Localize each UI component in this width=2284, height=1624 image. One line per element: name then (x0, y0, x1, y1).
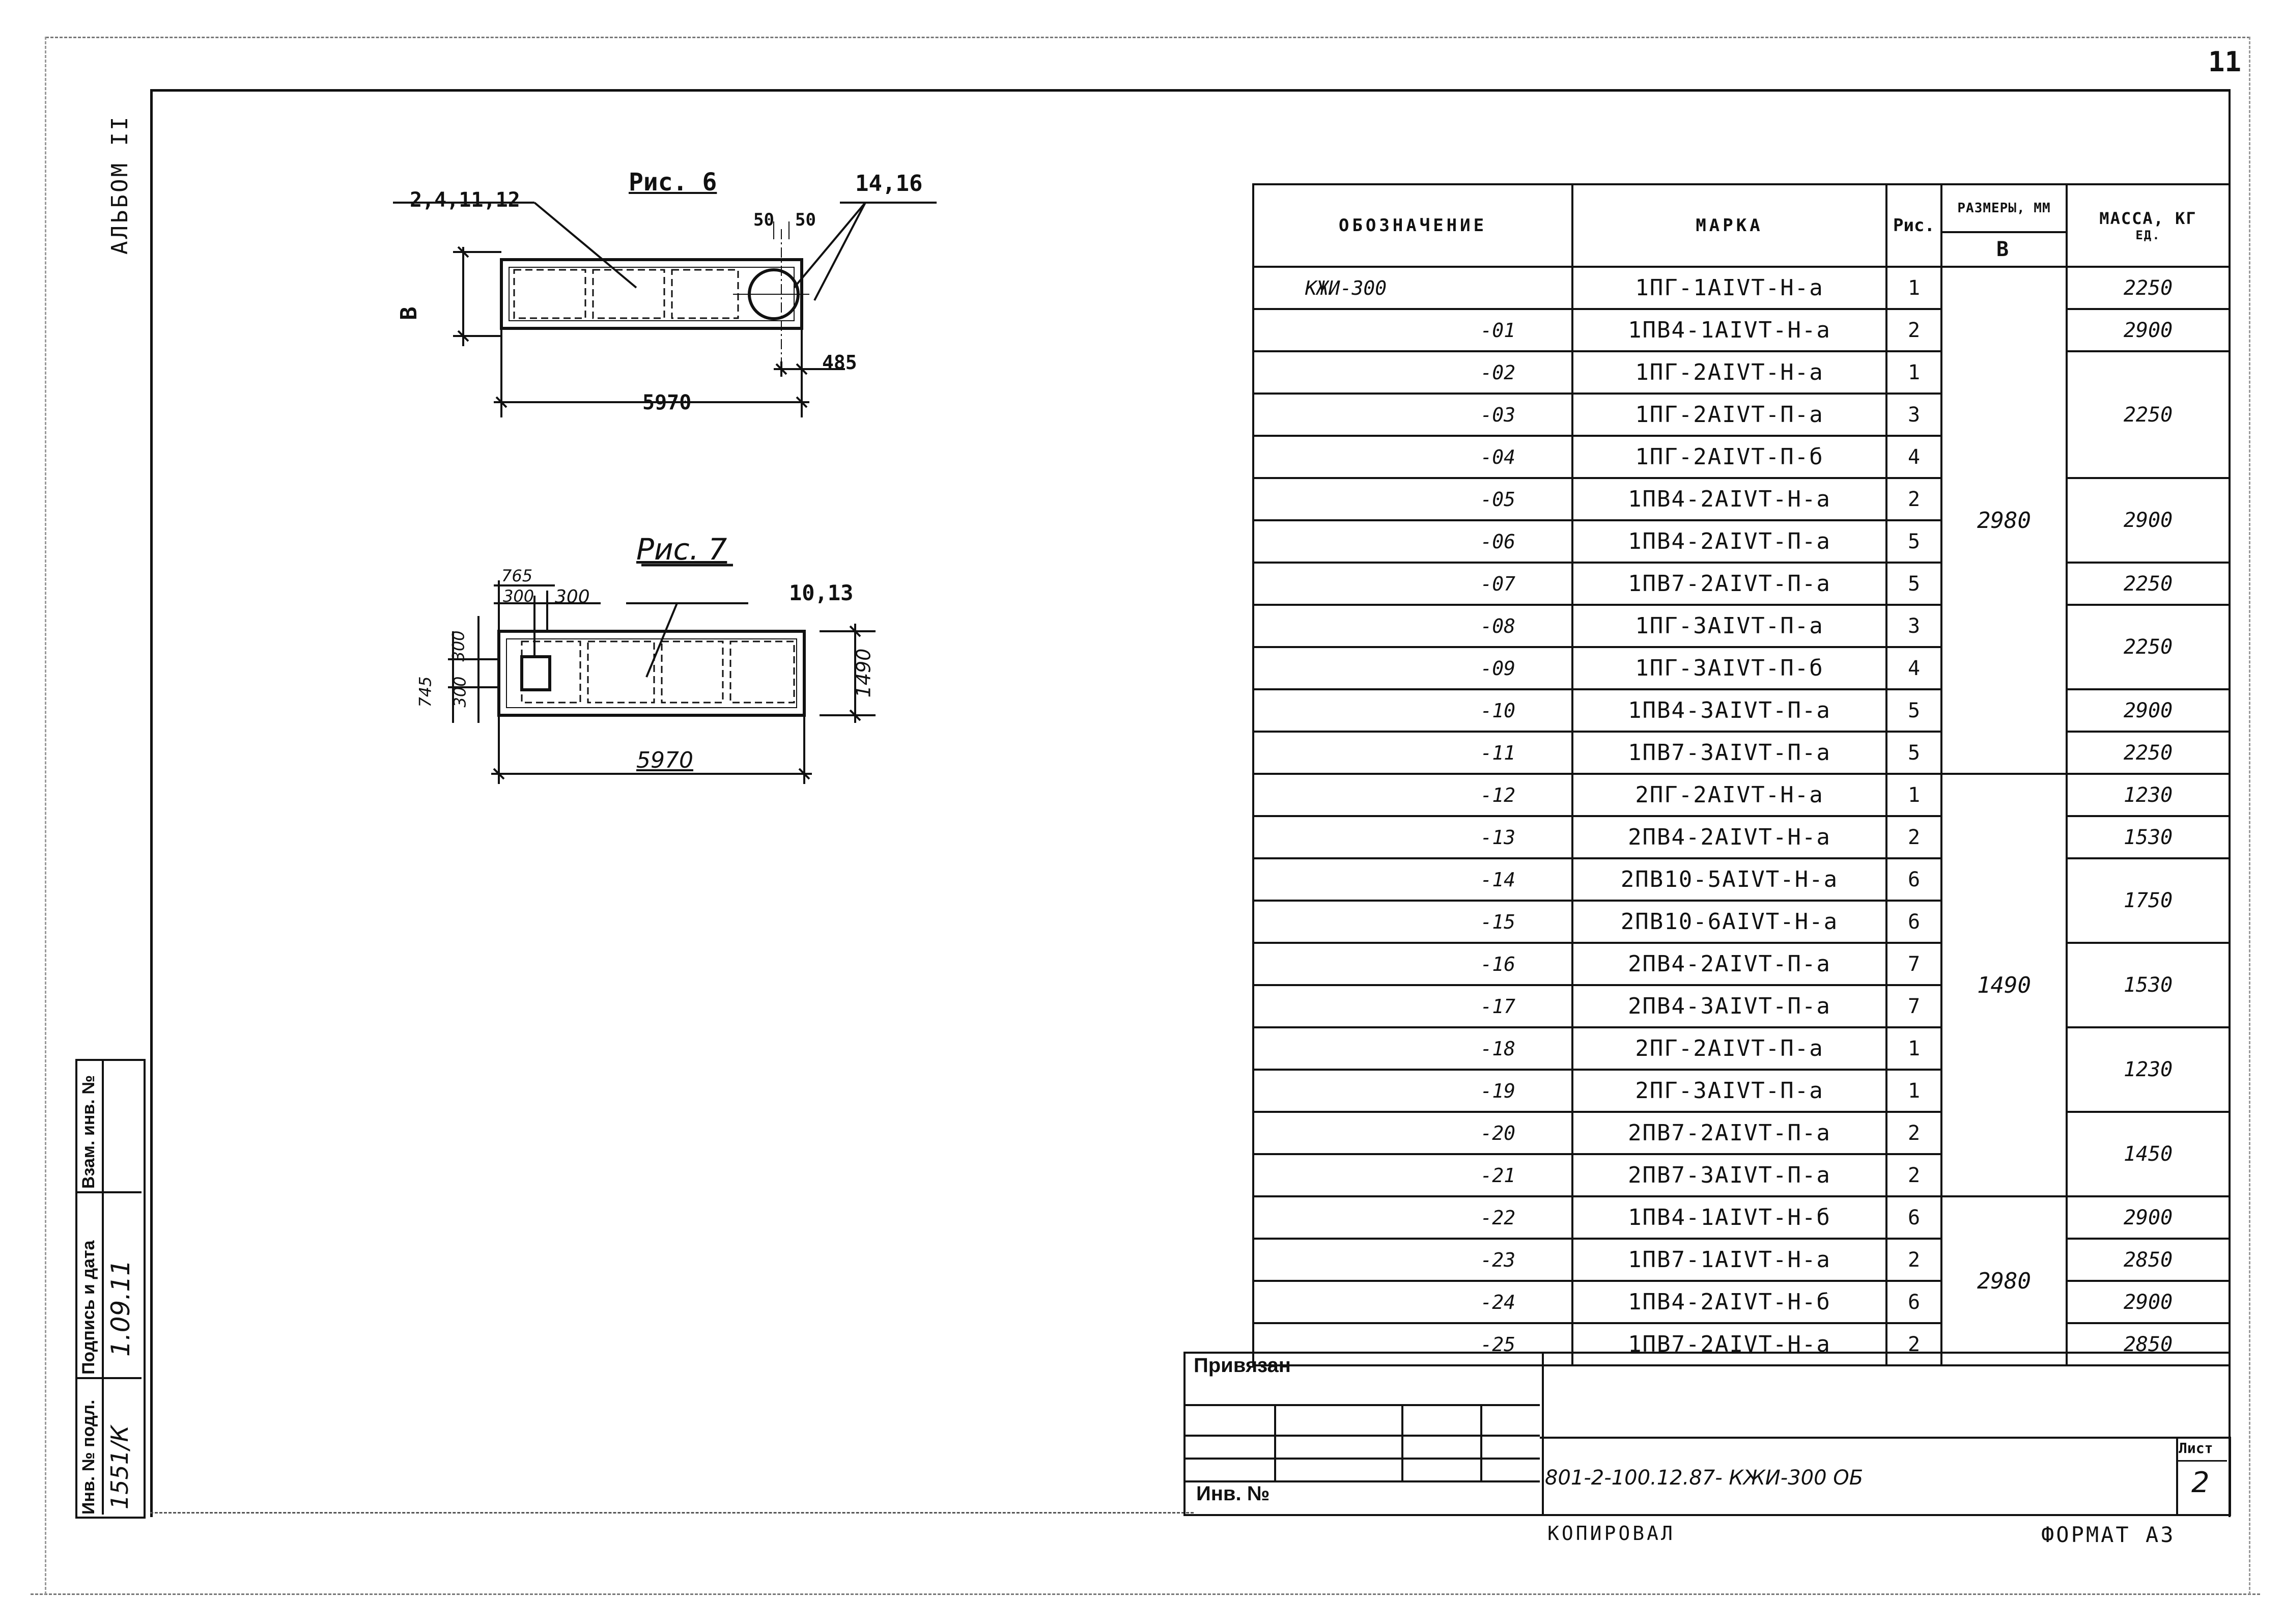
fig-cell: 6 (1886, 901, 1941, 943)
table-row (1253, 689, 2230, 732)
mark-cell: 1ПГ-1АIVТ-Н-а (1572, 267, 1886, 309)
mass-cell: 2900 (2067, 689, 2230, 732)
designation-cell: -20 (1253, 1112, 1572, 1154)
fig-cell: 4 (1886, 436, 1941, 478)
fig-cell: 1 (1886, 774, 1941, 816)
fig-cell: 5 (1886, 689, 1941, 732)
table-row (1253, 351, 2230, 394)
header-fig: Рис. (1886, 184, 1941, 267)
header-mass-sub: ЕД. (2135, 228, 2161, 242)
outer-dashed-top (46, 37, 2250, 38)
mass-cell: 2900 (2067, 1196, 2230, 1239)
mark-cell: 2ПВ4-3АIVТ-П-а (1572, 985, 1886, 1027)
mass-cell: 2850 (2067, 1239, 2230, 1281)
fig-cell: 2 (1886, 1112, 1941, 1154)
fig6-plan-drawing (387, 193, 947, 438)
mark-cell: 1ПВ4-1АIVТ-Н-б (1572, 1196, 1886, 1239)
size-b-cell: 2980 (1941, 1196, 2067, 1365)
fig7-dim-1490: 1490 (852, 648, 875, 698)
mass-cell: 1230 (2067, 774, 2230, 816)
fig6-dim-top2: 50 (795, 210, 816, 230)
table-row (1253, 605, 2230, 647)
fig-cell: 6 (1886, 858, 1941, 901)
mass-cell: 1530 (2067, 943, 2230, 1027)
fig-cell: 4 (1886, 647, 1941, 689)
designation-cell: -10 (1253, 689, 1572, 732)
mark-cell: 1ПВ4-2АIVТ-Н-б (1572, 1281, 1886, 1323)
mark-cell: 1ПВ4-2АIVТ-П-а (1572, 520, 1886, 563)
designation-cell: -11 (1253, 732, 1572, 774)
side-stamp-row1 (75, 1191, 142, 1193)
mass-cell: 2850 (2067, 1323, 2230, 1365)
document-code: 801-2-100.12.87- КЖИ-300 ОБ (1545, 1466, 1864, 1490)
outer-dashed-right (2249, 37, 2250, 1594)
fig-cell: 1 (1886, 351, 1941, 394)
mass-cell: 1530 (2067, 816, 2230, 858)
fig-cell: 2 (1886, 1154, 1941, 1196)
fig6-title: Рис. 6 (629, 168, 717, 197)
side-stamp-row2 (75, 1377, 142, 1379)
header-sizes-b: В (1941, 232, 2067, 267)
fig6-callout-left: 2,4,11,12 (410, 188, 520, 212)
mark-cell: 2ПВ10-5АIVТ-Н-а (1572, 858, 1886, 901)
mass-cell: 2250 (2067, 732, 2230, 774)
fig7-dim-300a: 300 (503, 586, 534, 606)
mark-cell: 1ПВ7-3АIVТ-П-а (1572, 732, 1886, 774)
fig7-plan-drawing (407, 555, 886, 794)
fig-cell: 2 (1886, 816, 1941, 858)
size-b-cell: 1490 (1941, 774, 2067, 1196)
table-row (1253, 858, 2230, 901)
fig-cell: 2 (1886, 309, 1941, 351)
fig-cell: 1 (1886, 1027, 1941, 1070)
specification-table (1252, 183, 2231, 1366)
fig-cell: 7 (1886, 943, 1941, 985)
fig6-callout-right: 14,16 (855, 171, 923, 197)
mark-cell: 1ПВ4-1АIVТ-Н-а (1572, 309, 1886, 351)
fig-cell: 2 (1886, 1323, 1941, 1365)
side-vzam-inv: Взам. инв. № (79, 1075, 98, 1189)
designation-cell: -08 (1253, 605, 1572, 647)
fig-cell: 1 (1886, 267, 1941, 309)
designation-cell: -06 (1253, 520, 1572, 563)
mark-cell: 2ПГ-2АIVТ-Н-а (1572, 774, 1886, 816)
designation-cell: -22 (1253, 1196, 1572, 1239)
designation-cell: -13 (1253, 816, 1572, 858)
mark-cell: 1ПГ-2АIVТ-П-б (1572, 436, 1886, 478)
fig6-dim-485: 485 (822, 351, 857, 374)
designation-cell: -03 (1253, 394, 1572, 436)
table-row (1253, 943, 2230, 985)
designation-cell: -14 (1253, 858, 1572, 901)
mark-cell: 2ПВ7-3АIVТ-П-а (1572, 1154, 1886, 1196)
outer-dashed-bottom (31, 1593, 2260, 1595)
table-row (1253, 816, 2230, 858)
fig7-dim-300c: 300 (448, 630, 468, 662)
mass-cell: 2250 (2067, 267, 2230, 309)
designation-cell: -19 (1253, 1070, 1572, 1112)
mass-cell: 2250 (2067, 351, 2230, 478)
designation-cell: -18 (1253, 1027, 1572, 1070)
fig6-dim-top: 50 (753, 210, 774, 230)
fig-cell: 6 (1886, 1196, 1941, 1239)
table-row (1253, 1112, 2230, 1154)
fig-cell: 7 (1886, 985, 1941, 1027)
fig7-dim-300d: 300 (450, 676, 470, 708)
header-mark: МАРКА (1572, 184, 1886, 267)
mark-cell: 2ПВ4-2АIVТ-П-а (1572, 943, 1886, 985)
mark-cell: 1ПВ4-2АIVТ-Н-а (1572, 478, 1886, 520)
mark-cell: 1ПГ-2АIVТ-П-а (1572, 394, 1886, 436)
fig-cell: 3 (1886, 394, 1941, 436)
mark-cell: 1ПГ-3АIVТ-П-а (1572, 605, 1886, 647)
designation-cell: -24 (1253, 1281, 1572, 1323)
mark-cell: 2ПВ10-6АIVТ-Н-а (1572, 901, 1886, 943)
sheet-number: 2 (2191, 1466, 2210, 1499)
mark-cell: 1ПГ-2АIVТ-Н-а (1572, 351, 1886, 394)
mark-cell: 2ПВ7-2АIVТ-П-а (1572, 1112, 1886, 1154)
mass-cell: 1750 (2067, 858, 2230, 943)
mass-cell: 2900 (2067, 309, 2230, 351)
table-row (1253, 478, 2230, 520)
fig-cell: 2 (1886, 1239, 1941, 1281)
side-podpis-data: Подпись и дата (79, 1240, 98, 1375)
fig-cell: 5 (1886, 563, 1941, 605)
fig7-dim-765: 765 (501, 566, 533, 585)
specification-table-body (1253, 267, 2230, 1365)
side-inv-value: 1551/К (106, 1425, 133, 1509)
fig-cell: 5 (1886, 520, 1941, 563)
mark-cell: 1ПВ7-2АIVТ-Н-а (1572, 1323, 1886, 1365)
table-row (1253, 774, 2230, 816)
designation-cell: КЖИ-300 (1253, 267, 1572, 309)
side-inv-podl: Инв. № подл. (79, 1399, 98, 1515)
designation-cell: -15 (1253, 901, 1572, 943)
mass-cell: 2900 (2067, 478, 2230, 563)
fig-cell: 5 (1886, 732, 1941, 774)
sheet-corner-number: 11 (2208, 46, 2242, 78)
mark-cell: 2ПГ-3АIVТ-П-а (1572, 1070, 1886, 1112)
fig7-callout: 10,13 (789, 580, 854, 605)
designation-cell: -12 (1253, 774, 1572, 816)
side-stamp-col (102, 1059, 104, 1515)
mass-cell: 1230 (2067, 1027, 2230, 1112)
mark-cell: 1ПВ7-1АIVТ-Н-а (1572, 1239, 1886, 1281)
mark-cell: 1ПГ-3АIVТ-П-б (1572, 647, 1886, 689)
table-row (1253, 1196, 2230, 1239)
fig7-dim-745: 745 (415, 676, 435, 708)
table-header-row (1253, 184, 2230, 232)
mass-cell: 2250 (2067, 605, 2230, 689)
designation-cell: -17 (1253, 985, 1572, 1027)
designation-cell: -21 (1253, 1154, 1572, 1196)
mass-cell: 2900 (2067, 1281, 2230, 1323)
outer-dashed-left (45, 37, 46, 1594)
header-sizes: РАЗМЕРЫ, ММ (1941, 184, 2067, 232)
designation-cell: -09 (1253, 647, 1572, 689)
privyazan-label: Привязан (1194, 1354, 1291, 1377)
table-row (1253, 1281, 2230, 1323)
designation-cell: -04 (1253, 436, 1572, 478)
kopiroval-label: КОПИРОВАЛ (1547, 1522, 1675, 1545)
designation-cell: -02 (1253, 351, 1572, 394)
inv-no-label: Инв. № (1196, 1482, 1270, 1505)
mark-cell: 2ПГ-2АIVТ-П-а (1572, 1027, 1886, 1070)
fig-cell: 1 (1886, 1070, 1941, 1112)
designation-cell: -25 (1253, 1323, 1572, 1365)
designation-cell: -23 (1253, 1239, 1572, 1281)
mark-cell: 1ПВ4-3АIVТ-П-а (1572, 689, 1886, 732)
fig7-title: Рис. 7 (636, 532, 727, 567)
designation-cell: -01 (1253, 309, 1572, 351)
fig-cell: 3 (1886, 605, 1941, 647)
mass-cell: 1450 (2067, 1112, 2230, 1196)
frame-bottom-left-line (150, 1512, 1194, 1514)
album-label: АЛЬБОМ II (107, 115, 133, 255)
format-label: ФОРМАТ А3 (2041, 1522, 2176, 1547)
mass-cell: 2250 (2067, 563, 2230, 605)
fig7-dim-300b: 300 (555, 586, 590, 607)
fig7-dim-length: 5970 (636, 747, 693, 773)
table-row (1253, 309, 2230, 351)
table-row (1253, 267, 2230, 309)
table-row (1253, 732, 2230, 774)
header-mass (2067, 184, 2230, 267)
size-b-cell: 2980 (1941, 267, 2067, 774)
designation-cell: -05 (1253, 478, 1572, 520)
table-row (1253, 1027, 2230, 1070)
side-date-value: 1.09.11 (106, 1259, 135, 1357)
designation-cell: -16 (1253, 943, 1572, 985)
header-designation: ОБОЗНАЧЕНИЕ (1253, 184, 1572, 267)
sheet-label: Лист (2179, 1440, 2213, 1457)
sheet-box-divider (2176, 1460, 2227, 1462)
header-mass-label: МАССА, КГ (2099, 209, 2197, 228)
table-row (1253, 563, 2230, 605)
fig-cell: 2 (1886, 478, 1941, 520)
fig6-dim-b: В (396, 306, 422, 320)
title-block-divider (1540, 1437, 2227, 1439)
table-row (1253, 1239, 2230, 1281)
mark-cell: 1ПВ7-2АIVТ-П-а (1572, 563, 1886, 605)
fig-cell: 6 (1886, 1281, 1941, 1323)
mark-cell: 2ПВ4-2АIVТ-Н-а (1572, 816, 1886, 858)
fig6-dim-length: 5970 (642, 391, 692, 414)
designation-cell: -07 (1253, 563, 1572, 605)
